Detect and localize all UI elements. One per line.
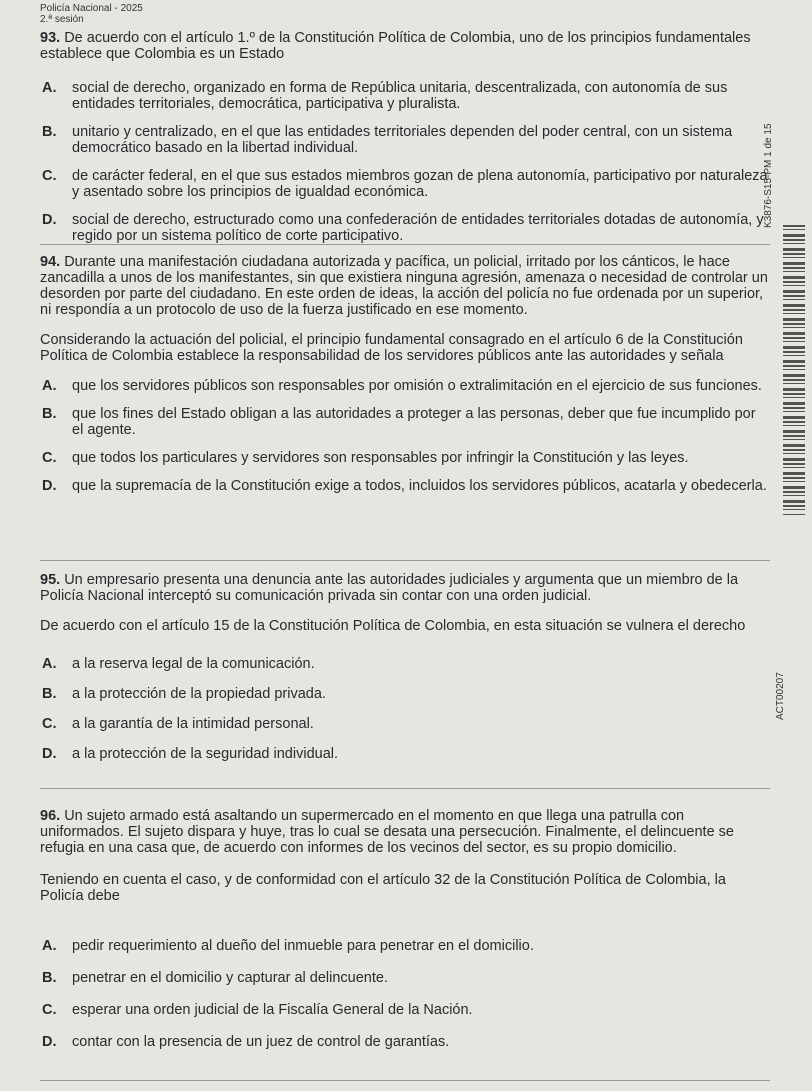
option-d[interactable]: D. a la protección de la seguridad individual. [42, 746, 339, 762]
barcode [783, 225, 805, 515]
divider [40, 788, 770, 789]
option-b[interactable]: B. penetrar en el domicilio y capturar al delincuente. [42, 970, 388, 986]
divider [40, 244, 770, 245]
question-stem: Un sujeto armado está asaltando un supermercado en el momento en que llega una patrulla con uniformados. El sujeto dispara y huye, tras lo cual se desata una persecución. Finalmente, el delincuente se refugia en una casa que, de acuerdo con informes de los vecinos del sector, es su propio domicilio. [40, 808, 734, 856]
page-code: K3876-S15-PM 1 de 15 [763, 123, 774, 228]
question-stem: De acuerdo con el artículo 1.º de la Constitución Política de Colombia, uno de los principios fundamentales establece que Colombia es un Estado [40, 30, 751, 62]
option-d[interactable]: D. contar con la presencia de un juez de control de garantías. [42, 1034, 450, 1050]
option-b[interactable]: B. que los fines del Estado obligan a las autoridades a proteger a las personas, deber que fue incumplido por el agente. [42, 406, 756, 438]
option-c[interactable]: C. que todos los particulares y servidores son responsables por infringir la Constitución y las leyes. [42, 450, 689, 466]
option-a[interactable]: A. a la reserva legal de la comunicación. [42, 656, 315, 672]
divider [40, 1080, 770, 1081]
exam-header: Policía Nacional - 2025 [40, 3, 143, 14]
option-a[interactable]: A. que los servidores públicos son responsables por omisión o extralimitación en el ejercicio de sus funciones. [42, 378, 762, 394]
divider [40, 560, 770, 561]
option-c[interactable]: C. a la garantía de la intimidad personal. [42, 716, 314, 732]
question-stem: Un empresario presenta una denuncia ante las autoridades judiciales y argumenta que un miembro de la Policía Nacional interceptó su comunicación privada sin contar con una orden judicial. [40, 572, 739, 604]
option-d[interactable]: D. social de derecho, estructurado como una confederación de entidades territoriales dotadas de autonomía, y regido por un sistema político de corte participativo. [42, 212, 764, 244]
option-d[interactable]: D. que la supremacía de la Constitución exige a todos, incluidos los servidores públicos, acatarla y obedecerla. [42, 478, 767, 494]
question-intro: Considerando la actuación del policial, el principio fundamental consagrado en el artículo 6 de la Constitución Política de Colombia establece la responsabilidad de los servidores públicos ante las autoridades y señala [40, 332, 743, 364]
question-number: 94. [40, 254, 61, 270]
question-intro: Teniendo en cuenta el caso, y de conformidad con el artículo 32 de la Constitución Política de Colombia, la Policía debe [40, 872, 726, 904]
option-c[interactable]: C. de carácter federal, en el que sus estados miembros gozan de plena autonomía, participativo por naturaleza y asentado sobre los principios de igualdad económica. [42, 168, 768, 200]
option-b[interactable]: B. unitario y centralizado, en el que las entidades territoriales dependen del poder central, con un sistema democrático basado en la libertad individual. [42, 124, 733, 156]
question-95 [40, 572, 768, 776]
option-a[interactable]: A. social de derecho, organizado en forma de República unitaria, descentralizada, con autonomía de sus entidades territoriales, democrática, participativa y pluralista. [42, 80, 728, 112]
question-stem: Durante una manifestación ciudadana autorizada y pacífica, un policial, irritado por los cánticos, le hace zancadilla a unos de los manifestantes, sin que existiera ninguna agresión, amenaza o necesidad de controlar un desorden por parte del ciudadano. En este orden de ideas, la acción del policía no fue ordenada por un superior, ni respondía a un protocolo de uso de la fuerza justificado en ese momento. [40, 254, 768, 318]
question-94 [40, 254, 768, 506]
option-b[interactable]: B. a la protección de la propiedad privada. [42, 686, 326, 702]
question-96 [40, 808, 768, 1066]
option-a[interactable]: A. pedir requerimiento al dueño del inmueble para penetrar en el domicilio. [42, 938, 534, 954]
session-label: 2.ª sesión [40, 14, 84, 25]
question-number: 95. [40, 572, 61, 588]
item-code: ACT00207 [775, 672, 786, 720]
question-intro: De acuerdo con el artículo 15 de la Constitución Política de Colombia, en esta situación se vulnera el derecho [40, 618, 746, 634]
question-number: 93. [40, 30, 61, 46]
question-93 [40, 30, 768, 256]
question-number: 96. [40, 808, 61, 824]
option-c[interactable]: C. esperar una orden judicial de la Fiscalía General de la Nación. [42, 1002, 473, 1018]
